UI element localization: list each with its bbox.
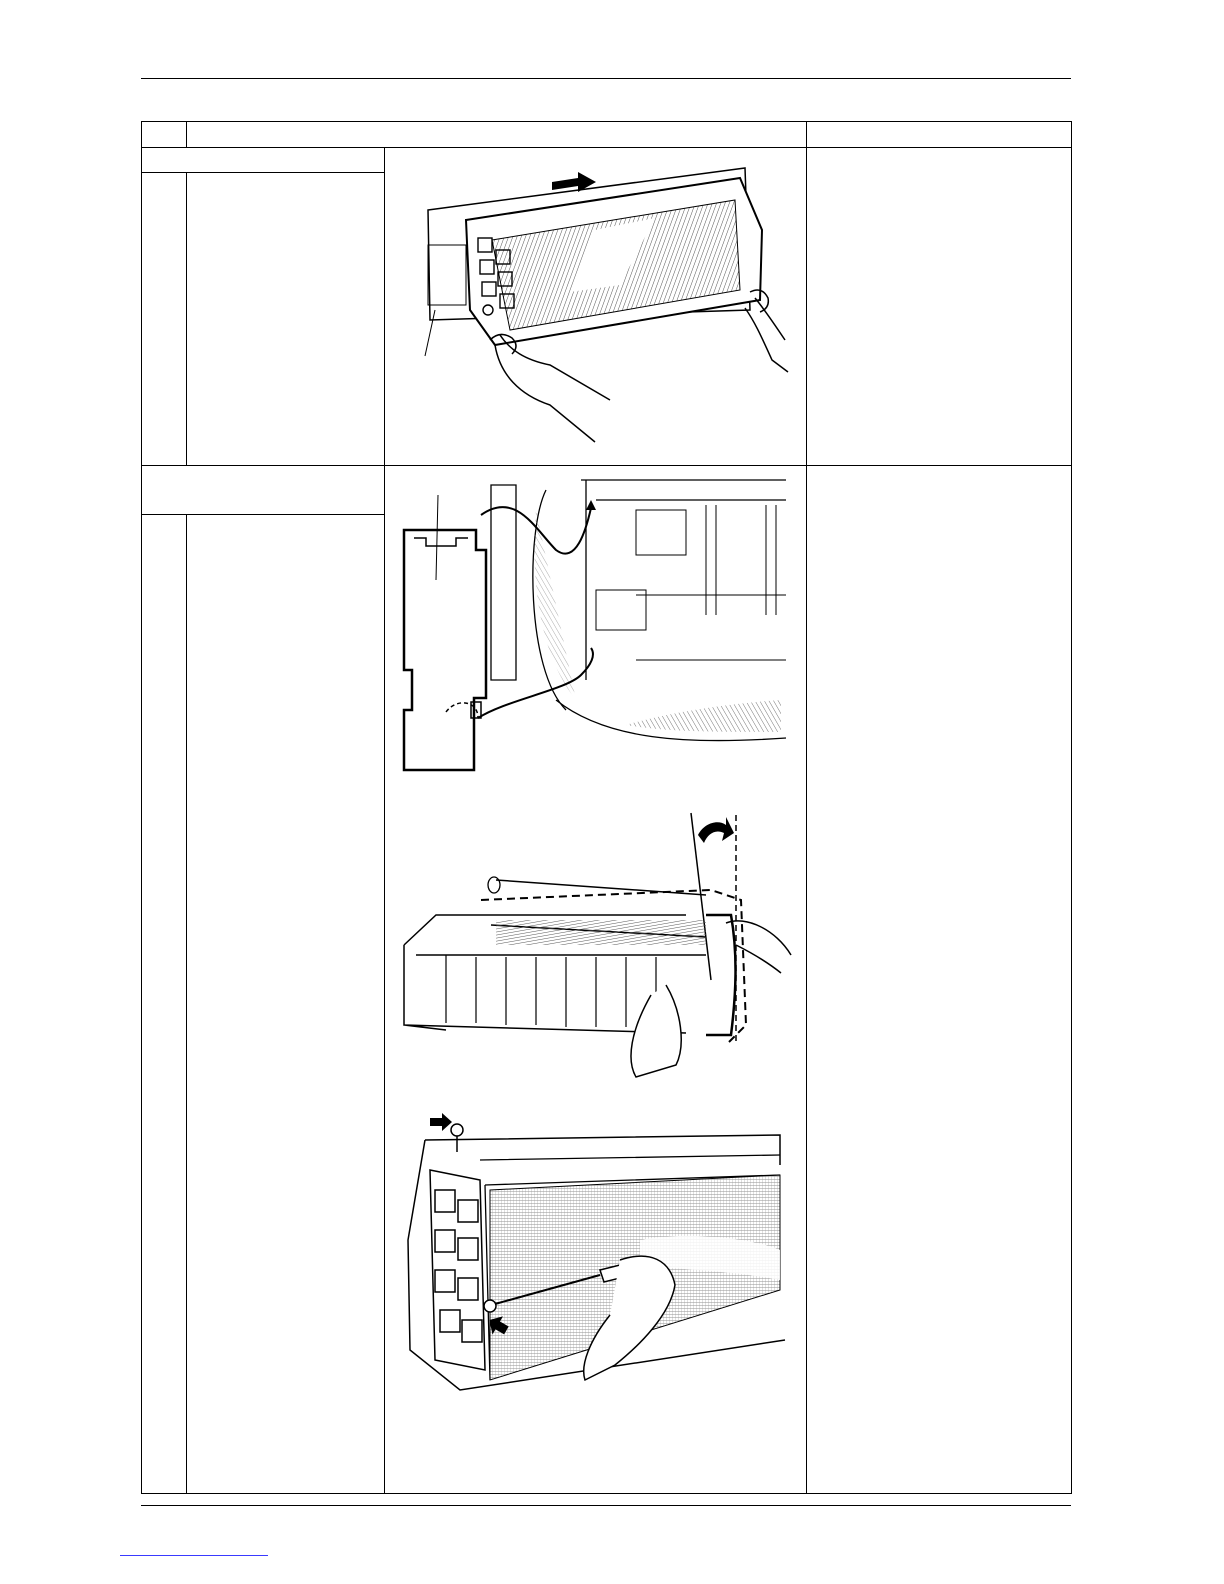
- hand-bending-drain-pan-icon: [386, 805, 800, 1085]
- step-procedure: [190, 174, 380, 454]
- figure-pull-out-unit: [400, 160, 800, 450]
- points-column-divider: [806, 121, 807, 1494]
- step-number: [142, 516, 186, 546]
- footer-link-underline[interactable]: [120, 1555, 268, 1556]
- section-heading: [142, 466, 384, 514]
- figure-remove-screws: [390, 1110, 790, 1400]
- screwdriver-removing-screws-icon: [390, 1110, 790, 1400]
- figure-drain-pan-release: [386, 805, 800, 1085]
- section-heading-divider: [141, 514, 385, 515]
- step-number: [142, 174, 186, 204]
- header-rule: [141, 78, 1071, 79]
- step-points: [810, 150, 1066, 460]
- step-points: [810, 468, 1066, 1478]
- figure-electrical-box-cover: [386, 470, 800, 780]
- figure-column-divider: [384, 147, 385, 1494]
- hands-pulling-indoor-unit-icon: [400, 160, 800, 450]
- column-header-points: [807, 122, 1071, 147]
- step-procedure: [190, 516, 380, 1476]
- step-number-divider: [186, 514, 187, 1494]
- section-heading-divider: [141, 172, 385, 173]
- column-header-step: [142, 122, 186, 147]
- electrical-box-cover-icon: [386, 470, 800, 780]
- section-heading: [142, 148, 384, 172]
- step-number-divider: [186, 172, 187, 465]
- footer-rule: [141, 1505, 1071, 1506]
- column-header-procedure: [187, 122, 806, 147]
